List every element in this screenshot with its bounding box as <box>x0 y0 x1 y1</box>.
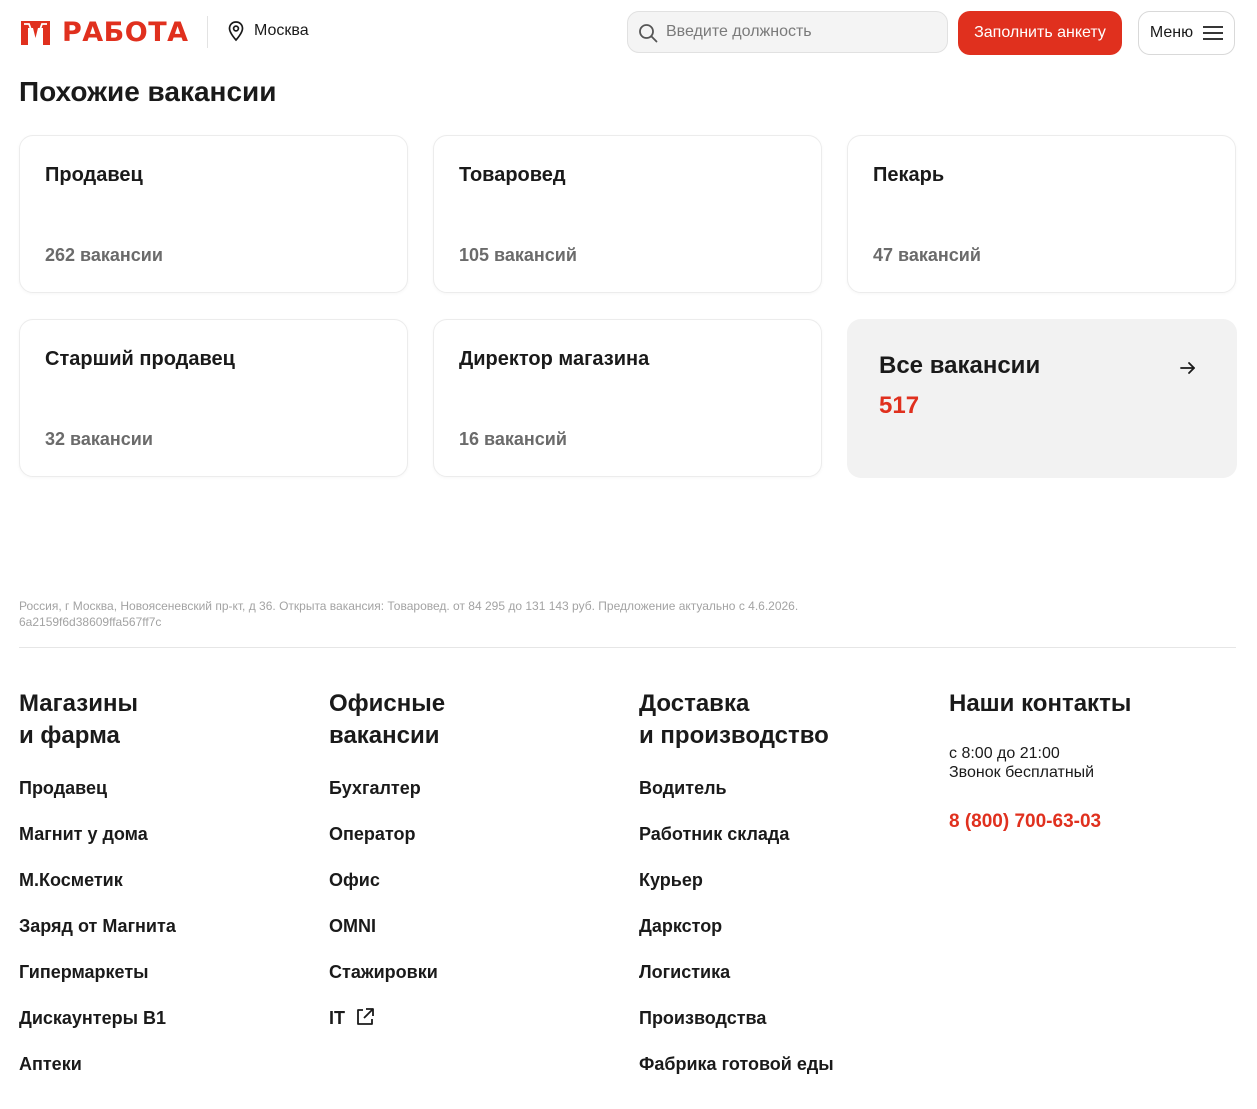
footer-link[interactable]: Оператор <box>329 824 416 844</box>
footer-link[interactable]: Бухгалтер <box>329 778 421 798</box>
footer-column-title <box>19 688 309 752</box>
vacancy-card-title: Старший продавец <box>45 348 235 370</box>
city-name: Москва <box>254 22 309 39</box>
all-vacancies-card[interactable] <box>847 319 1237 478</box>
footer-title-line: Магазины <box>19 690 138 717</box>
vacancy-card-senior-seller[interactable] <box>19 319 408 477</box>
footer-column-office <box>329 688 619 1028</box>
header-divider <box>207 16 208 48</box>
search-box <box>627 11 948 53</box>
vacancy-card-title: Директор магазина <box>459 348 650 370</box>
footer-link[interactable]: Производства <box>639 1008 767 1028</box>
footer-links <box>19 777 176 1099</box>
footer-link[interactable]: Продавец <box>19 778 108 798</box>
footer-link[interactable]: Гипермаркеты <box>19 962 149 982</box>
arrow-right-icon <box>1179 361 1197 375</box>
footer-link[interactable]: Аптеки <box>19 1054 82 1074</box>
vacancy-card-count: 47 вакансий <box>873 245 981 265</box>
footer-link[interactable]: OMNI <box>329 916 376 936</box>
footer-link[interactable]: Офис <box>329 870 380 890</box>
footer-link[interactable]: М.Косметик <box>19 870 123 890</box>
footer-contacts <box>949 688 1239 832</box>
footer-link[interactable]: Стажировки <box>329 962 438 982</box>
footer-link[interactable]: Фабрика готовой еды <box>639 1054 834 1074</box>
search-icon <box>638 23 658 43</box>
footer-column-delivery <box>639 688 929 1074</box>
vacancy-card-count: 262 вакансии <box>45 245 163 265</box>
similar-vacancies-title: Похожие вакансии <box>19 76 277 107</box>
vacancy-meta-description: Россия, г Москва, Новоясеневский пр-кт, д 36. Открыта вакансия: Товаровед. от 84 295 до 131 143 руб. Предложение актуально с 4.6.2026. <box>19 599 799 613</box>
contacts-title: Наши контакты <box>949 690 1132 717</box>
footer-link[interactable]: Работник склада <box>639 824 790 844</box>
footer-title-line: вакансии <box>329 722 440 749</box>
all-vacancies-title: Все вакансии <box>879 352 1041 379</box>
external-link-icon <box>355 1007 375 1027</box>
contacts-phone-link[interactable]: 8 (800) 700-63-03 <box>949 811 1102 832</box>
vacancy-card-seller[interactable] <box>19 135 408 293</box>
footer-links <box>329 777 438 1053</box>
magnit-logo-icon <box>19 16 52 49</box>
footer-link[interactable]: Курьер <box>639 870 703 890</box>
vacancy-meta <box>19 598 798 630</box>
footer-links <box>639 777 834 1099</box>
location-pin-icon <box>226 20 246 42</box>
vacancy-card-title: Товаровед <box>459 164 566 186</box>
search-input[interactable] <box>666 12 936 52</box>
vacancy-card-store-director[interactable] <box>433 319 822 477</box>
footer-link[interactable]: Даркстор <box>639 916 723 936</box>
footer-column-title <box>639 688 929 752</box>
contacts-note: Звонок бесплатный <box>949 764 1095 781</box>
city-selector[interactable] <box>226 20 309 42</box>
logo-text: РАБОТА <box>62 17 189 48</box>
menu-label: Меню <box>1149 24 1194 41</box>
footer-link-it[interactable] <box>329 1007 438 1053</box>
footer-divider <box>19 647 1236 648</box>
fill-form-button[interactable]: Заполнить анкету <box>958 11 1122 55</box>
vacancy-card-count: 32 вакансии <box>45 429 153 449</box>
footer-link[interactable]: Водитель <box>639 778 727 798</box>
contacts-hours-time: с 8:00 до 21:00 <box>949 745 1060 762</box>
home-logo-link[interactable] <box>19 16 189 49</box>
footer-link[interactable]: Дискаунтеры В1 <box>19 1008 167 1028</box>
footer-link[interactable]: Заряд от Магнита <box>19 916 176 936</box>
footer-title-line: и производство <box>639 722 829 749</box>
vacancy-card-merchandiser[interactable] <box>433 135 822 293</box>
vacancy-card-title: Продавец <box>45 164 143 186</box>
all-vacancies-count: 517 <box>879 392 920 419</box>
vacancy-card-count: 105 вакансий <box>459 245 577 265</box>
footer-link-label: IT <box>329 1008 345 1028</box>
vacancy-card-baker[interactable] <box>847 135 1236 293</box>
footer-column-stores <box>19 688 309 1074</box>
vacancy-meta-id: 6a2159f6d38609ffa567ff7c <box>19 615 162 629</box>
footer-title-line: и фарма <box>19 722 120 749</box>
footer-link[interactable]: Логистика <box>639 962 731 982</box>
footer-column-title <box>329 688 619 752</box>
footer-title-line: Доставка <box>639 690 750 717</box>
site-header <box>0 0 1257 66</box>
contacts-hours <box>949 744 1094 782</box>
vacancy-card-title: Пекарь <box>873 164 945 186</box>
menu-button[interactable] <box>1138 11 1235 55</box>
vacancy-card-count: 16 вакансий <box>459 429 567 449</box>
footer-link[interactable]: Магнит у дома <box>19 824 148 844</box>
footer-title-line: Офисные <box>329 690 446 717</box>
hamburger-icon <box>1203 26 1223 40</box>
